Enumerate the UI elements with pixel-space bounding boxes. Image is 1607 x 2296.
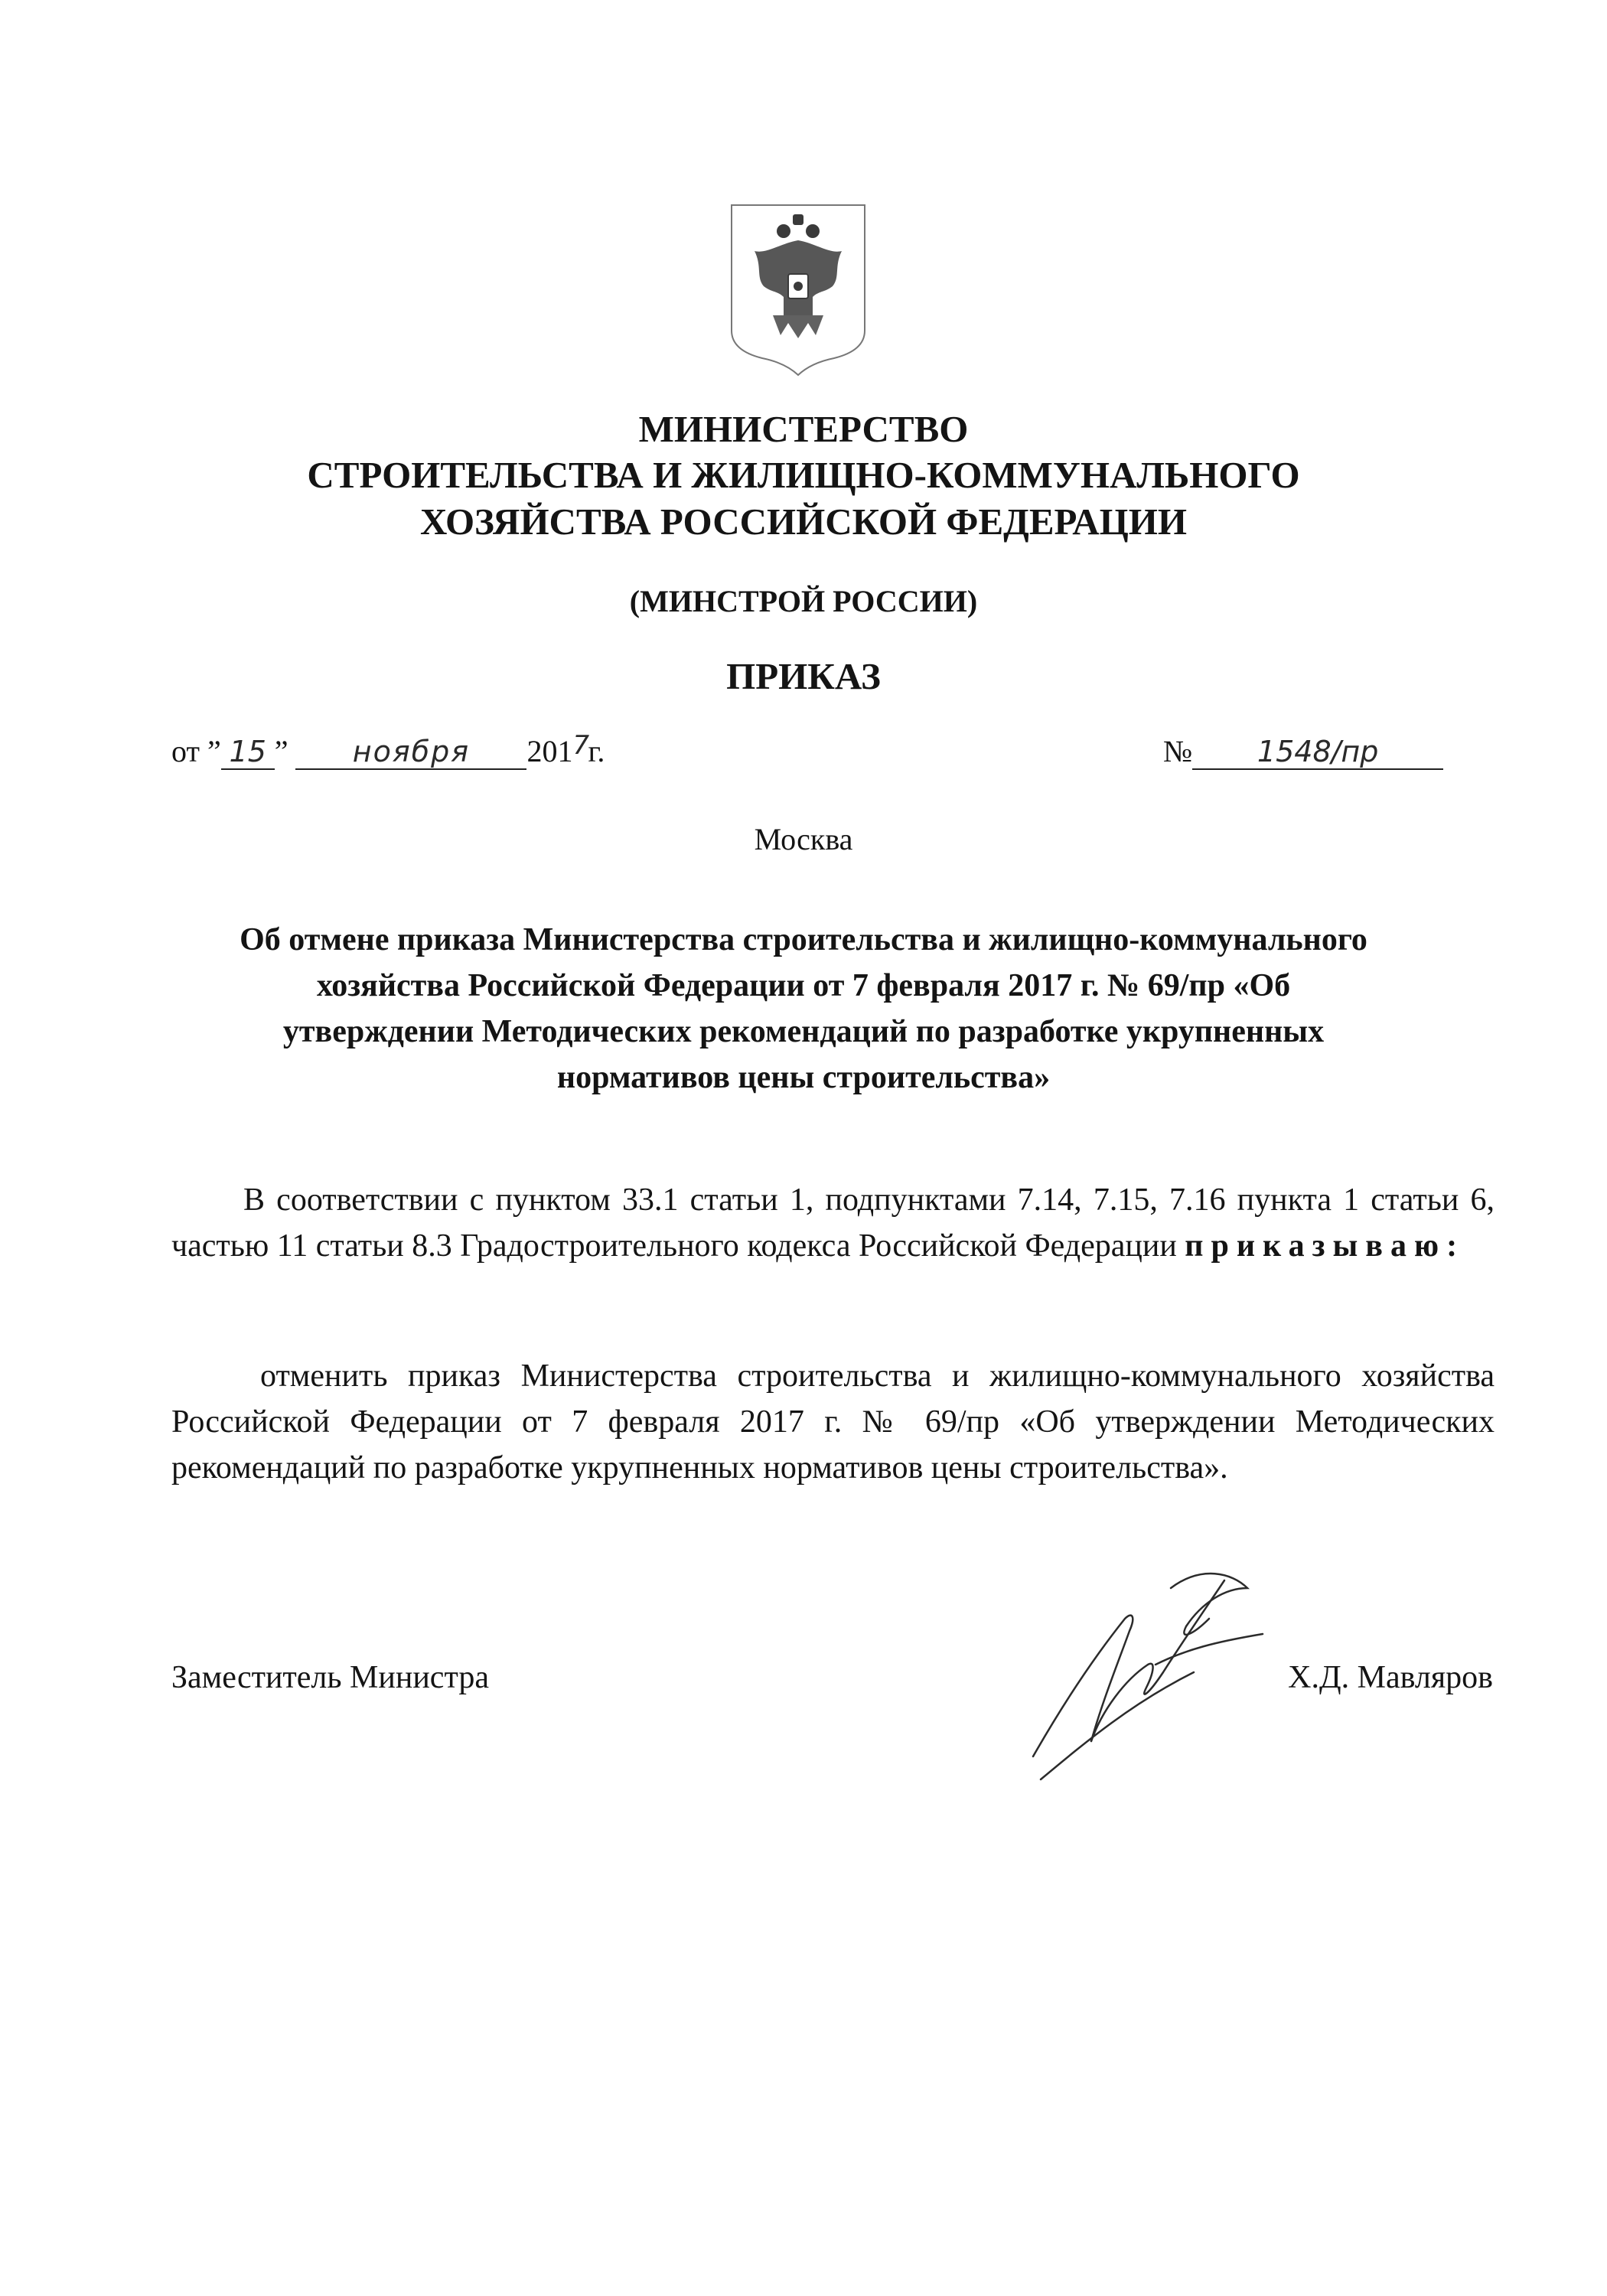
ministry-abbreviation: (МИНСТРОЙ РОССИИ) (629, 584, 978, 618)
date-year-suffix: г. (588, 734, 605, 768)
date-month: ноября (295, 735, 526, 770)
order-date (171, 730, 605, 770)
handwritten-signature-icon (1018, 1557, 1270, 1787)
ministry-name-line-1: МИНИСТЕРСТВО (638, 408, 969, 450)
date-day: 15 (221, 735, 275, 770)
date-year-prefix: 201 (526, 734, 573, 768)
signer-name: Х.Д. Мавляров (1288, 1660, 1493, 1695)
date-prefix: от (171, 734, 200, 768)
number-prefix: № (1163, 734, 1193, 768)
date-year-digit: 7 (572, 730, 590, 761)
number-value: 1548/пр (1192, 735, 1443, 770)
document-type: ПРИКАЗ (726, 655, 881, 697)
ministry-name-line-3: ХОЗЯЙСТВА РОССИЙСКОЙ ФЕДЕРАЦИИ (420, 501, 1187, 543)
order-subject: Об отмене приказа Министерства строительства и жилищно-коммунального хозяйства Российской Федерации от 7 февраля 2017 г. № 69/пр «Об утверждении Методических рекомендаций по разработке укрупненных нормативов цены строительства» (240, 922, 1367, 1095)
signer-position: Заместитель Министра (171, 1660, 489, 1695)
order-number (1163, 733, 1443, 770)
ministry-name-line-2: СТРОИТЕЛЬСТВА И ЖИЛИЩНО-КОММУНАЛЬНОГО (307, 454, 1300, 496)
date-close-quote: ” (274, 734, 288, 768)
preamble-paragraph (171, 1177, 1495, 1269)
coat-of-arms-icon (727, 201, 869, 377)
issue-city: Москва (754, 822, 853, 856)
preamble-text: В соответствии с пунктом 33.1 статьи 1, подпунктами 7.14, 7.15, 7.16 пункта 1 статьи 6, частью 11 статьи 8.3 Градостроительного кодекса Российской Федерации (171, 1182, 1495, 1264)
date-open-quote: ” (207, 734, 221, 768)
order-verb: приказываю: (1185, 1228, 1465, 1264)
operative-paragraph: отменить приказ Министерства строительства и жилищно-коммунального хозяйства Российской Федерации от 7 февраля 2017 г. № 69/пр «Об утверждении Методических рекомендаций по разработке укрупненных нормативов цены строительства». (171, 1358, 1495, 1486)
